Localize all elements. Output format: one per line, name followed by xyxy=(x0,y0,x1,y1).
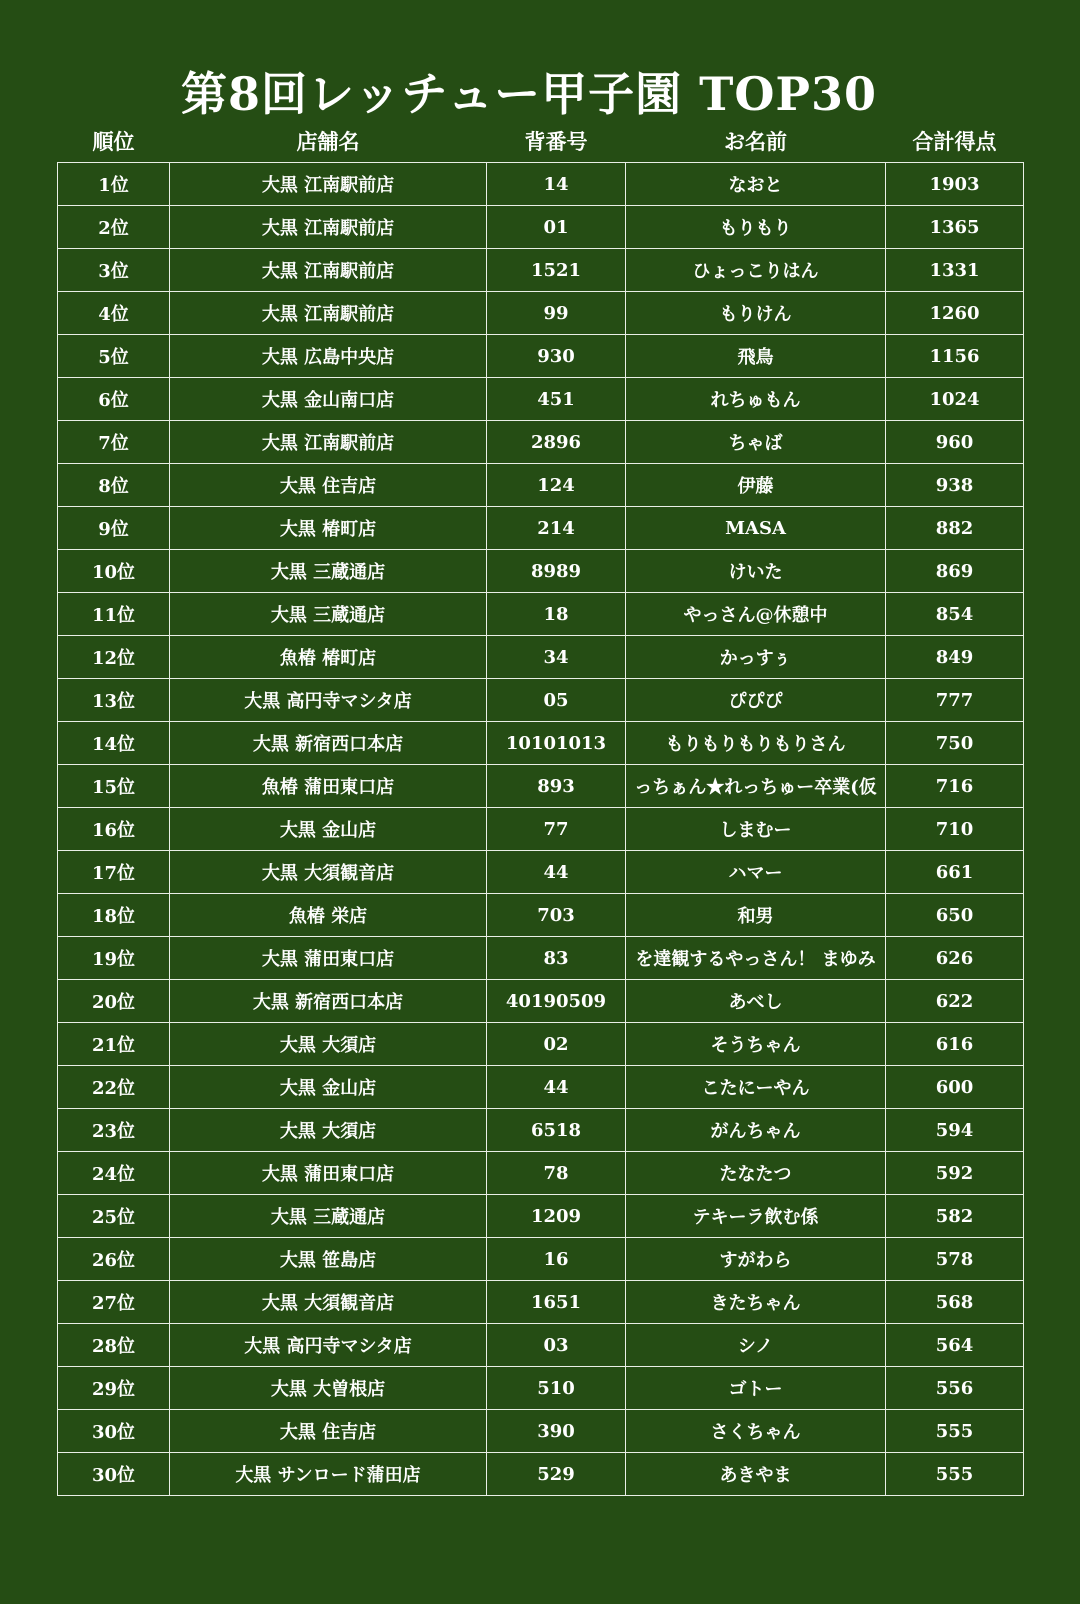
number-cell: 83 xyxy=(487,937,626,980)
name-cell: あきやま xyxy=(626,1453,886,1496)
rank-cell: 11位 xyxy=(58,593,170,636)
number-cell: 1521 xyxy=(487,249,626,292)
table-row xyxy=(58,378,1024,421)
number-cell: 77 xyxy=(487,808,626,851)
number-cell: 214 xyxy=(487,507,626,550)
table-row xyxy=(58,335,1024,378)
name-cell: さくちゃん xyxy=(626,1410,886,1453)
score-cell: 616 xyxy=(886,1023,1024,1066)
number-cell: 390 xyxy=(487,1410,626,1453)
rank-cell: 17位 xyxy=(58,851,170,894)
rank-cell: 1位 xyxy=(58,163,170,206)
store-cell: 大黒 三蔵通店 xyxy=(170,1195,487,1238)
number-cell: 03 xyxy=(487,1324,626,1367)
score-cell: 1365 xyxy=(886,206,1024,249)
table-row xyxy=(58,593,1024,636)
number-cell: 40190509 xyxy=(487,980,626,1023)
name-cell: っちぁん★れっちゅー卒業(仮 xyxy=(626,765,886,808)
name-cell: を達観するやっさん！ まゆみ xyxy=(626,937,886,980)
rank-cell: 21位 xyxy=(58,1023,170,1066)
table-row xyxy=(58,1152,1024,1195)
number-cell: 01 xyxy=(487,206,626,249)
name-cell: こたにーやん xyxy=(626,1066,886,1109)
name-cell: MASA xyxy=(626,507,886,550)
store-cell: 大黒 蒲田東口店 xyxy=(170,937,487,980)
number-cell: 44 xyxy=(487,851,626,894)
store-cell: 大黒 広島中央店 xyxy=(170,335,487,378)
store-cell: 大黒 新宿西口本店 xyxy=(170,722,487,765)
score-cell: 1331 xyxy=(886,249,1024,292)
score-cell: 556 xyxy=(886,1367,1024,1410)
store-cell: 大黒 金山南口店 xyxy=(170,378,487,421)
rank-cell: 3位 xyxy=(58,249,170,292)
table-row xyxy=(58,1238,1024,1281)
score-cell: 960 xyxy=(886,421,1024,464)
store-cell: 大黒 高円寺マシタ店 xyxy=(170,679,487,722)
table-row xyxy=(58,421,1024,464)
number-cell: 1209 xyxy=(487,1195,626,1238)
number-cell: 99 xyxy=(487,292,626,335)
table-row xyxy=(58,550,1024,593)
score-cell: 854 xyxy=(886,593,1024,636)
name-cell: ちゃば xyxy=(626,421,886,464)
number-cell: 451 xyxy=(487,378,626,421)
rank-cell: 4位 xyxy=(58,292,170,335)
name-cell: きたちゃん xyxy=(626,1281,886,1324)
rank-cell: 7位 xyxy=(58,421,170,464)
score-cell: 710 xyxy=(886,808,1024,851)
score-cell: 582 xyxy=(886,1195,1024,1238)
store-cell: 大黒 大須観音店 xyxy=(170,851,487,894)
score-cell: 594 xyxy=(886,1109,1024,1152)
score-cell: 777 xyxy=(886,679,1024,722)
store-cell: 大黒 住吉店 xyxy=(170,1410,487,1453)
store-cell: 大黒 江南駅前店 xyxy=(170,292,487,335)
header-rank: 順位 xyxy=(92,129,135,154)
number-cell: 05 xyxy=(487,679,626,722)
store-cell: 大黒 金山店 xyxy=(170,808,487,851)
score-cell: 1260 xyxy=(886,292,1024,335)
store-cell: 大黒 大須店 xyxy=(170,1023,487,1066)
number-cell: 510 xyxy=(487,1367,626,1410)
table-row xyxy=(58,1453,1024,1496)
rank-cell: 28位 xyxy=(58,1324,170,1367)
table-row xyxy=(58,163,1024,206)
store-cell: 大黒 江南駅前店 xyxy=(170,421,487,464)
rank-cell: 16位 xyxy=(58,808,170,851)
number-cell: 34 xyxy=(487,636,626,679)
score-cell: 622 xyxy=(886,980,1024,1023)
header-row xyxy=(58,120,1024,163)
rank-cell: 13位 xyxy=(58,679,170,722)
score-cell: 650 xyxy=(886,894,1024,937)
table-row xyxy=(58,1324,1024,1367)
name-cell: ひょっこりはん xyxy=(626,249,886,292)
name-cell: もりもり xyxy=(626,206,886,249)
table-row xyxy=(58,292,1024,335)
score-cell: 1903 xyxy=(886,163,1024,206)
table-row xyxy=(58,937,1024,980)
score-cell: 600 xyxy=(886,1066,1024,1109)
score-cell: 592 xyxy=(886,1152,1024,1195)
number-cell: 16 xyxy=(487,1238,626,1281)
rank-cell: 25位 xyxy=(58,1195,170,1238)
rank-cell: 30位 xyxy=(58,1410,170,1453)
table-row xyxy=(58,206,1024,249)
store-cell: 大黒 大須店 xyxy=(170,1109,487,1152)
rank-cell: 30位 xyxy=(58,1453,170,1496)
rank-cell: 8位 xyxy=(58,464,170,507)
store-cell: 大黒 江南駅前店 xyxy=(170,206,487,249)
name-cell: ハマー xyxy=(626,851,886,894)
header-score: 合計得点 xyxy=(912,129,997,154)
name-cell: たなたつ xyxy=(626,1152,886,1195)
table-row xyxy=(58,636,1024,679)
number-cell: 1651 xyxy=(487,1281,626,1324)
name-cell: 和男 xyxy=(626,894,886,937)
store-cell: 大黒 金山店 xyxy=(170,1066,487,1109)
name-cell: あべし xyxy=(626,980,886,1023)
score-cell: 578 xyxy=(886,1238,1024,1281)
table-row xyxy=(58,765,1024,808)
number-cell: 10101013 xyxy=(487,722,626,765)
store-cell: 大黒 三蔵通店 xyxy=(170,593,487,636)
name-cell: もりもりもりもりさん xyxy=(626,722,886,765)
rank-cell: 15位 xyxy=(58,765,170,808)
number-cell: 124 xyxy=(487,464,626,507)
store-cell: 大黒 江南駅前店 xyxy=(170,249,487,292)
rank-cell: 20位 xyxy=(58,980,170,1023)
ranking-rows xyxy=(58,163,1024,1496)
score-cell: 568 xyxy=(886,1281,1024,1324)
rank-cell: 27位 xyxy=(58,1281,170,1324)
name-cell: テキーラ飲む係 xyxy=(626,1195,886,1238)
table-row xyxy=(58,1410,1024,1453)
name-cell: すがわら xyxy=(626,1238,886,1281)
rank-cell: 22位 xyxy=(58,1066,170,1109)
store-cell: 魚椿 椿町店 xyxy=(170,636,487,679)
number-cell: 02 xyxy=(487,1023,626,1066)
rank-cell: 12位 xyxy=(58,636,170,679)
store-cell: 大黒 笹島店 xyxy=(170,1238,487,1281)
number-cell: 930 xyxy=(487,335,626,378)
score-cell: 555 xyxy=(886,1410,1024,1453)
rank-cell: 18位 xyxy=(58,894,170,937)
store-cell: 大黒 椿町店 xyxy=(170,507,487,550)
header-store: 店舗名 xyxy=(296,129,360,154)
store-cell: 大黒 蒲田東口店 xyxy=(170,1152,487,1195)
number-cell: 2896 xyxy=(487,421,626,464)
number-cell: 14 xyxy=(487,163,626,206)
store-cell: 大黒 高円寺マシタ店 xyxy=(170,1324,487,1367)
name-cell: ゴトー xyxy=(626,1367,886,1410)
number-cell: 78 xyxy=(487,1152,626,1195)
table-row xyxy=(58,980,1024,1023)
header-number: 背番号 xyxy=(524,129,588,154)
number-cell: 893 xyxy=(487,765,626,808)
name-cell: がんちゃん xyxy=(626,1109,886,1152)
table-row xyxy=(58,722,1024,765)
rank-cell: 14位 xyxy=(58,722,170,765)
score-cell: 869 xyxy=(886,550,1024,593)
number-cell: 44 xyxy=(487,1066,626,1109)
name-cell: ぴぴぴ xyxy=(626,679,886,722)
score-cell: 626 xyxy=(886,937,1024,980)
name-cell: シノ xyxy=(626,1324,886,1367)
score-cell: 661 xyxy=(886,851,1024,894)
store-cell: 大黒 大須観音店 xyxy=(170,1281,487,1324)
store-cell: 大黒 三蔵通店 xyxy=(170,550,487,593)
rank-cell: 19位 xyxy=(58,937,170,980)
table-row xyxy=(58,851,1024,894)
name-cell: 伊藤 xyxy=(626,464,886,507)
rank-cell: 29位 xyxy=(58,1367,170,1410)
rank-cell: 10位 xyxy=(58,550,170,593)
table-row xyxy=(58,808,1024,851)
store-cell: 大黒 新宿西口本店 xyxy=(170,980,487,1023)
table-row xyxy=(58,1195,1024,1238)
name-cell: そうちゃん xyxy=(626,1023,886,1066)
table-row xyxy=(58,1367,1024,1410)
table-row xyxy=(58,507,1024,550)
number-cell: 8989 xyxy=(487,550,626,593)
table-row xyxy=(58,1109,1024,1152)
table-row xyxy=(58,679,1024,722)
rank-cell: 9位 xyxy=(58,507,170,550)
score-cell: 716 xyxy=(886,765,1024,808)
name-cell: けいた xyxy=(626,550,886,593)
table-row xyxy=(58,1281,1024,1324)
rank-cell: 5位 xyxy=(58,335,170,378)
name-cell: もりけん xyxy=(626,292,886,335)
score-cell: 938 xyxy=(886,464,1024,507)
store-cell: 大黒 サンロード蒲田店 xyxy=(170,1453,487,1496)
number-cell: 6518 xyxy=(487,1109,626,1152)
rank-cell: 6位 xyxy=(58,378,170,421)
rank-cell: 2位 xyxy=(58,206,170,249)
store-cell: 大黒 江南駅前店 xyxy=(170,163,487,206)
name-cell: しまむー xyxy=(626,808,886,851)
rank-cell: 23位 xyxy=(58,1109,170,1152)
table-row xyxy=(58,894,1024,937)
rank-cell: 24位 xyxy=(58,1152,170,1195)
store-cell: 大黒 住吉店 xyxy=(170,464,487,507)
store-cell: 魚椿 栄店 xyxy=(170,894,487,937)
table-row xyxy=(58,1066,1024,1109)
table-row xyxy=(58,464,1024,507)
store-cell: 魚椿 蒲田東口店 xyxy=(170,765,487,808)
header-name: お名前 xyxy=(724,129,787,154)
name-cell: やっさん@休憩中 xyxy=(626,593,886,636)
score-cell: 750 xyxy=(886,722,1024,765)
score-cell: 564 xyxy=(886,1324,1024,1367)
number-cell: 18 xyxy=(487,593,626,636)
ranking-table xyxy=(57,120,1024,1496)
score-cell: 1024 xyxy=(886,378,1024,421)
number-cell: 529 xyxy=(487,1453,626,1496)
name-cell: かっすぅ xyxy=(626,636,886,679)
name-cell: 飛鳥 xyxy=(626,335,886,378)
table-row xyxy=(58,249,1024,292)
store-cell: 大黒 大曽根店 xyxy=(170,1367,487,1410)
score-cell: 555 xyxy=(886,1453,1024,1496)
table-row xyxy=(58,1023,1024,1066)
score-cell: 849 xyxy=(886,636,1024,679)
name-cell: なおと xyxy=(626,163,886,206)
rank-cell: 26位 xyxy=(58,1238,170,1281)
name-cell: れちゅもん xyxy=(626,378,886,421)
number-cell: 703 xyxy=(487,894,626,937)
score-cell: 1156 xyxy=(886,335,1024,378)
page-title: 第8回レッチュー甲子園 TOP30 xyxy=(180,67,878,121)
score-cell: 882 xyxy=(886,507,1024,550)
